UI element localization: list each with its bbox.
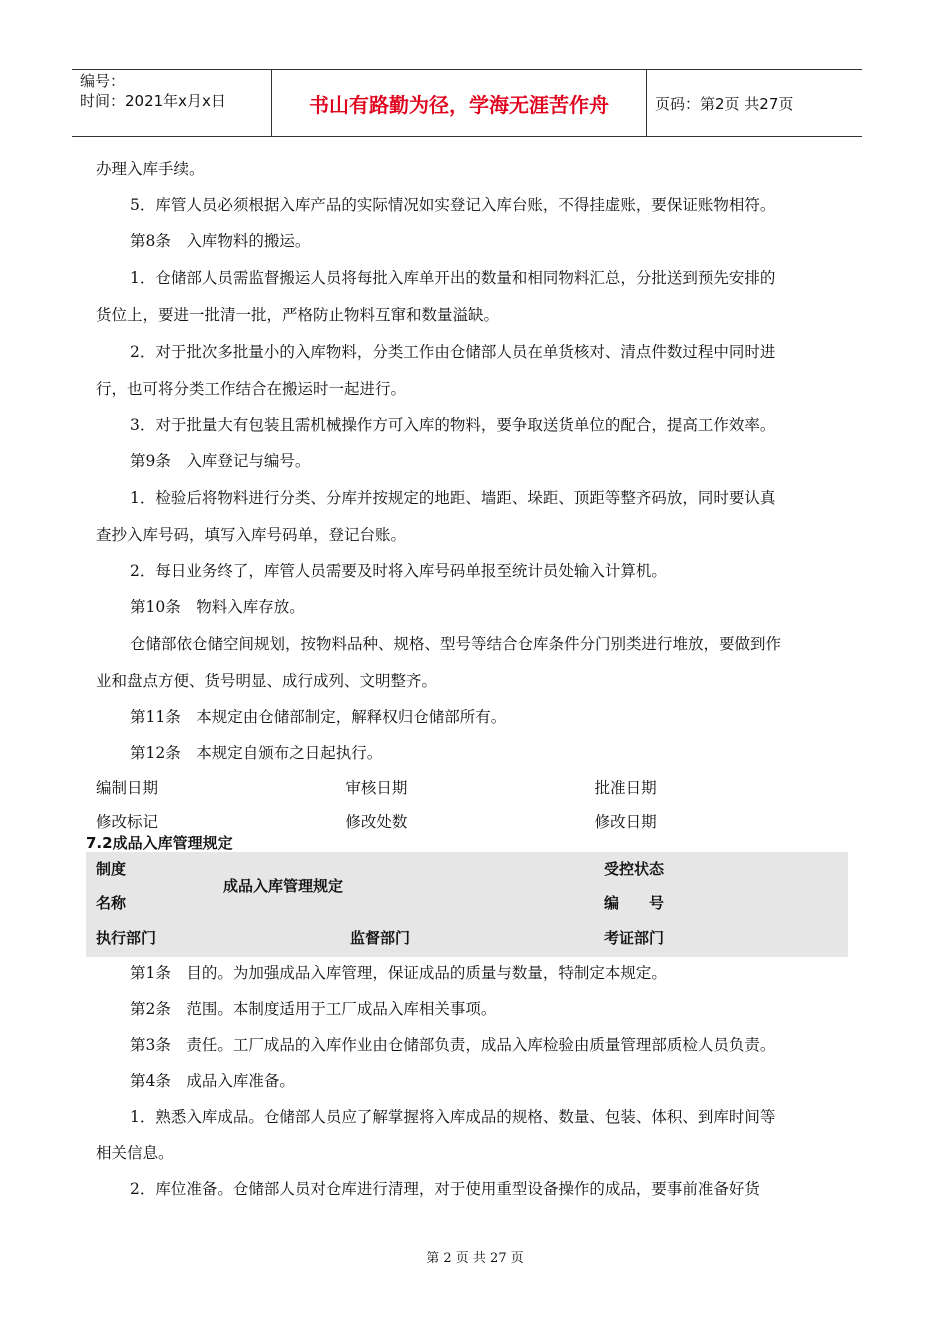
text-line: 相关信息。 (96, 1144, 174, 1162)
text-line: 第1条 目的。为加强成品入库管理，保证成品的质量与数量，特制定本规定。 (130, 964, 667, 982)
text-line: 第12条 本规定自颁布之日起执行。 (130, 744, 383, 762)
text-line: 业和盘点方便、货号明显、成行成列、文明整齐。 (96, 672, 438, 690)
text-line: 1．熟悉入库成品。仓储部人员应了解掌握将入库成品的规格、数量、包装、体积、到库时间等 (130, 1108, 776, 1126)
header-motto: 书山有路勤为径，学海无涯苦作舟 (272, 70, 647, 136)
text-line: 2．库位准备。仓储部人员对仓库进行清理，对于使用重型设备操作的成品，要事前准备好货 (130, 1180, 760, 1198)
text-line: 办理入库手续。 (96, 160, 205, 178)
time-label: 时间：2021年x月x日 (80, 92, 226, 110)
header-page-label: 页码：第2页 共27页 (655, 94, 794, 113)
text-line: 第8条 入库物料的搬运。 (130, 232, 311, 250)
cell-zhidu: 制度 (96, 860, 127, 878)
body-text-2 (96, 955, 844, 1207)
text-line: 1．仓储部人员需监督搬运人员将每批入库单开出的数量和相同物料汇总，分批送到预先安排的 (130, 269, 776, 287)
page-footer: 第 2 页 共 27 页 (426, 1251, 524, 1266)
sign-row-1 (96, 771, 844, 805)
cell-shoukong: 受控状态 (604, 860, 665, 878)
cell-kaozheng: 考证部门 (604, 929, 665, 947)
text-line: 2．对于批次多批量小的入库物料，分类工作由仓储部人员在单货核对、清点件数过程中同时进 (130, 343, 776, 361)
cell-zhixing: 执行部门 (96, 929, 157, 947)
sign-cell: 修改日期 (594, 813, 657, 831)
page-header (72, 69, 862, 137)
number-label: 编号： (80, 72, 126, 90)
sign-cell: 修改处数 (345, 813, 408, 831)
text-line: 第10条 物料入库存放。 (130, 598, 305, 616)
text-line: 行，也可将分类工作结合在搬运时一起进行。 (96, 380, 407, 398)
text-line: 5．库管人员必须根据入库产品的实际情况如实登记入库台账，不得挂虚账，要保证账物相符。 (130, 196, 776, 214)
cell-bianhao: 编 号 (604, 894, 665, 912)
text-line: 第9条 入库登记与编号。 (130, 452, 311, 470)
text-line: 2．每日业务终了，库管人员需要及时将入库号码单报至统计员处输入计算机。 (130, 562, 667, 580)
text-line: 第11条 本规定由仓储部制定，解释权归仓储部所有。 (130, 708, 507, 726)
section-title: 7.2成品入库管理规定 (86, 834, 233, 852)
cell-regulation-title: 成品入库管理规定 (223, 877, 344, 895)
sign-cell: 修改标记 (96, 813, 159, 831)
sign-cell: 编制日期 (96, 779, 159, 797)
sign-cell: 批准日期 (594, 779, 657, 797)
cell-mingcheng: 名称 (96, 894, 127, 912)
text-line: 第2条 范围。本制度适用于工厂成品入库相关事项。 (130, 1000, 497, 1018)
text-line: 查抄入库号码，填写入库号码单，登记台账。 (96, 526, 407, 544)
text-line: 第4条 成品入库准备。 (130, 1072, 295, 1090)
regulation-info-table (86, 852, 848, 957)
text-line: 货位上，要进一批清一批，严格防止物料互窜和数量溢缺。 (96, 306, 500, 324)
text-line: 仓储部依仓储空间规划，按物料品种、规格、型号等结合仓库条件分门别类进行堆放，要做到作 (130, 635, 782, 653)
text-line: 第3条 责任。工厂成品的入库作业由仓储部负责，成品入库检验由质量管理部质检人员负责。 (130, 1036, 776, 1054)
header-meta (72, 70, 272, 136)
text-line: 1．检验后将物料进行分类、分库并按规定的地距、墙距、垛距、顶距等整齐码放，同时要认真 (130, 489, 776, 507)
body-text-1 (96, 151, 844, 839)
sign-cell: 审核日期 (345, 779, 408, 797)
cell-jiandu: 监督部门 (350, 929, 411, 947)
text-line: 3．对于批量大有包装且需机械操作方可入库的物料，要争取送货单位的配合，提高工作效率。 (130, 416, 776, 434)
